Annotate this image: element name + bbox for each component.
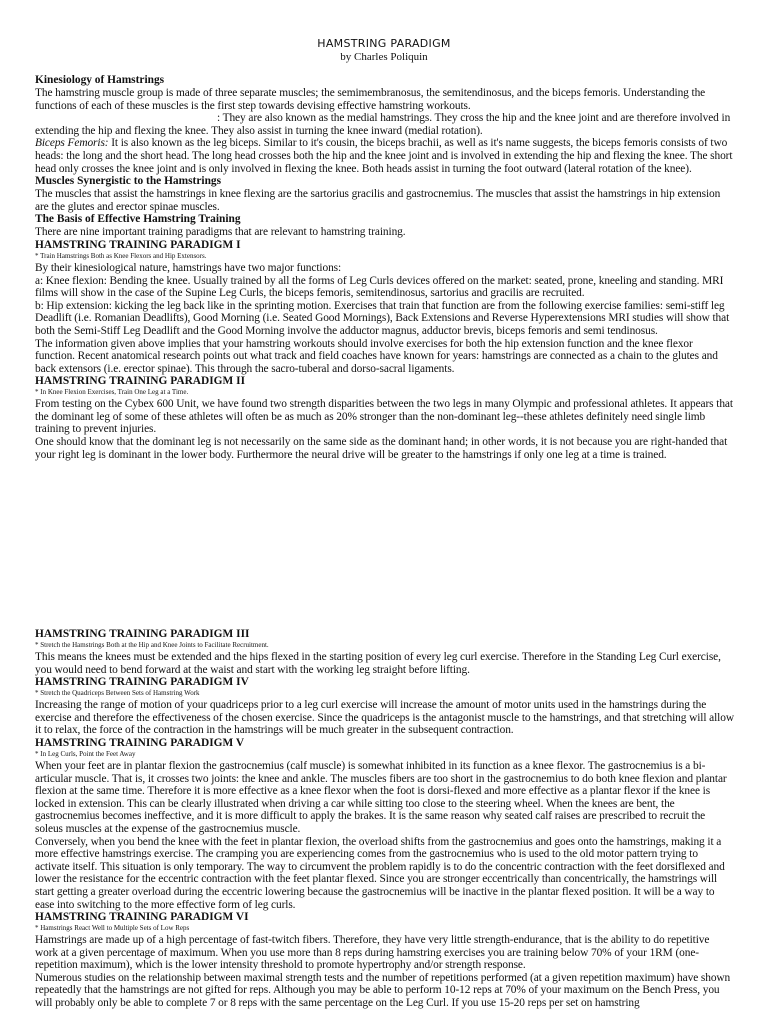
paradigm-6-paragraph-1: Hamstrings are made up of a high percentage of fast-twitch fibers. Therefore, they have very little strength-endurance, that is the ability to do repetitive work at a given percentage of maximum. When you use more than 8 reps during hamstring exercises you are training below 70% of your 1RM (one-repetition maximum), which is the lower intensity threshold to promote hypertrophy and/or strength response.: [35, 934, 710, 972]
paradigm-1-heading: HAMSTRING TRAINING PARADIGM I: [35, 238, 241, 251]
paradigm-6-paragraph-2: Numerous studies on the relationship between maximal strength tests and the number of repetitions performed (at a given repetition maximum) have shown repeatedly that the hamstrings are not gifted for reps. Although you may be able to perform 10-12 reps at 70% of your maximum on the Bench Press, you will probably only be able to complete 7 or 8 reps with the same percentage on the Leg Curl. If you use 15-20 reps per set on hamstring: [35, 971, 731, 1010]
paradigm-1-paragraph-3: b: Hip extension: kicking the leg back like in the sprinting motion. Exercises that train that function are from the following exercise families: semi-stiff leg Deadlift (i.e. Romanian Deadlifts), Good Morning (i.e. Seated Good Mornings), Back Extensions and Reverse Hyperextensions MRI studies will show that both the Semi-Stiff Leg Deadlift and the Good Morning involve the adductor magnus, adductor brevis, biceps femoris and semi tendinosus.: [35, 299, 730, 337]
upper-section: [35, 74, 735, 461]
kinesiology-paragraph-1: The hamstring muscle group is made of three separate muscles; the semimembranosus, the semitendinosus, and the biceps femoris. Understanding the functions of each of these muscles is the first step towards devising effective hamstring workouts.: [35, 87, 706, 112]
paradigm-3-subheading: * Stretch the Hamstrings Both at the Hip and Knee Joints to Facilitate Recruitment.: [35, 641, 269, 649]
kinesiology-paragraph-2-text: : They are also known as the medial hamstrings. They cross the hip and the knee joint and are therefore involved in extending the hip and flexing the knee. They also assist in turning the knee inward (medial rotation).: [35, 112, 731, 137]
paradigm-4-subheading: * Stretch the Quadriceps Between Sets of Hamstring Work: [35, 689, 200, 698]
basis-heading: The Basis of Effective Hamstring Training: [35, 213, 241, 226]
paradigm-2-paragraph-1: From testing on the Cybex 600 Unit, we have found two strength disparities between the two legs in many Olympic and professional athletes. It appears that the dominant leg of some of these athletes will often be as much as 20% stronger than the non-dominant leg--these athletes definitely need single limb training to prevent injuries.: [35, 398, 733, 436]
paradigm-4-heading: HAMSTRING TRAINING PARADIGM IV: [35, 676, 249, 689]
synergistic-heading: Muscles Synergistic to the Hamstrings: [35, 175, 222, 188]
paradigm-5-paragraph-1: When your feet are in plantar flexion the gastrocnemius (calf muscle) is somewhat inhibited in its function as a knee flexor. The gastrocnemius is a bi-articular muscle. That is, it crosses two joints: the knee and ankle. The muscles fibers are too short in the gastrocnemius to do both knee flexion and plantar flexion at the same time. Therefore it is more effective as a knee flexor when the foot is dorsi-flexed and more effective as a plantar flexor if the knee is locked in extension. This can be clearly illustrated when driving a car while sitting too close to the steering wheel. When the knees are bent, the gastrocnemius becomes ineffective, and it is more difficult to apply the brakes. It is the same reason why seated calf raises are prescribed to recruit the soleus muscles at the expense of the gastrocnemius muscle.: [35, 759, 727, 835]
kinesiology-heading: Kinesiology of Hamstrings: [35, 74, 165, 86]
paradigm-3-paragraph: This means the knees must be extended and the hips flexed in the starting position of every leg curl exercise. Therefore in the Standing Leg Curl exercise, you would need to bend forward at the waist and start with the working leg straight before lifting.: [35, 651, 721, 676]
lower-section: [35, 628, 735, 1010]
paradigm-2-paragraph-2: One should know that the dominant leg is not necessarily on the same side as the dominant hand; in other words, it is not because you are right-handed that your right leg is dominant in the lower body. Furthermore the neural drive will be greater to the hamstrings if only one leg at a time is trained.: [35, 436, 728, 461]
paradigm-4-paragraph: Increasing the range of motion of your quadriceps prior to a leg curl exercise will increase the amount of motor units used in the hamstrings during the exercise and therefore the effectiveness of the chosen exercise. Since the quadriceps is the antagonist muscle to the hamstrings, and that stretching will allow it to relax, the force of the contraction in the hamstrings will be much greater in the subsequent contraction.: [35, 699, 734, 737]
paradigm-1-paragraph-2: a: Knee flexion: Bending the knee. Usually trained by all the forms of Leg Curls devices offered on the market: seated, prone, kneeling and standing. MRI films will show in the case of the Supine Leg Curls, the biceps femoris, semitendinosus, sartorius and gracilis are recruited.: [35, 274, 724, 300]
paradigm-2-subheading: * In Knee Flexion Exercises, Train One Leg at a Time.: [35, 388, 189, 397]
paradigm-6-subheading: * Hamstrings React Well to Multiple Sets of Low Reps: [35, 924, 190, 933]
biceps-femoris-label: Biceps Femoris:: [35, 137, 109, 150]
paradigm-1-subheading: * Train Hamstrings Both as Knee Flexors and Hip Extensors.: [35, 251, 207, 260]
paradigm-5-heading: HAMSTRING TRAINING PARADIGM V: [35, 736, 245, 749]
paradigm-1-paragraph-4: The information given above implies that your hamstring workouts should involve exercises for both the hip extension function and the knee flexor function. Recent anatomical research points out what track and field coaches have known for years: hamstrings are connected as a chain to the glutes and back extensors (i.e. erector spinae). This through the sacro-tuberal and dorso-sacral ligaments.: [35, 337, 718, 375]
paradigm-5-paragraph-2: Conversely, when you bend the knee with the feet in plantar flexion, the overload shifts from the gastrocnemius and goes onto the hamstrings, making it a more effective hamstrings exercise. The cramping you are experiencing comes from the gastrocnemius who is used to the old motor pattern trying to activate itself. This situation is only temporary. The way to circumvent the problem rapidly is to do the concentric contraction with the feet dorsiflexed and lower the resistance for the eccentric contraction with the feet plantar flexed. Since you are stronger eccentrically than concentrically, the hamstrings will start getting a greater overload during the eccentric lowering because the gastrocnemius will be inactive in the plantar flexed position. It will be a way to ease into switching to the more effective form of leg curls.: [35, 835, 725, 911]
paradigm-5-subheading: * In Leg Curls, Point the Feet Away: [35, 749, 136, 758]
document-title: HAMSTRING PARADIGM: [317, 37, 451, 50]
kinesiology-paragraph-3: [35, 137, 735, 175]
paradigm-3-heading: HAMSTRING TRAINING PARADIGM III: [35, 628, 250, 640]
kinesiology-paragraph-2: [35, 112, 735, 137]
paradigm-2-heading: HAMSTRING TRAINING PARADIGM II: [35, 375, 246, 388]
synergistic-paragraph: The muscles that assist the hamstrings in knee flexing are the sartorius gracilis and gastrocnemius. The muscles that assist the hamstrings in hip extension are the glutes and erector spinae muscles.: [35, 188, 721, 213]
paradigm-6-heading: HAMSTRING TRAINING PARADIGM VI: [35, 911, 249, 924]
document-author: by Charles Poliquin: [340, 51, 428, 63]
basis-paragraph: There are nine important training paradigms that are relevant to hamstring training.: [35, 226, 406, 239]
biceps-femoris-text: It is also known as the leg biceps. Similar to it's cousin, the biceps brachii, as well as it's name suggests, the biceps femoris consists of two heads: the long and the short head. The long head crosses both the hip and the knee joint and is involved in extending the hip and flexing the knee. The short head only crosses the knee joint and is only involved in flexing the knee. Both heads assist in turning the foot outward (lateral rotation of the knee).: [35, 137, 733, 175]
paradigm-1-paragraph-1: By their kinesiological nature, hamstrings have two major functions:: [35, 261, 342, 274]
